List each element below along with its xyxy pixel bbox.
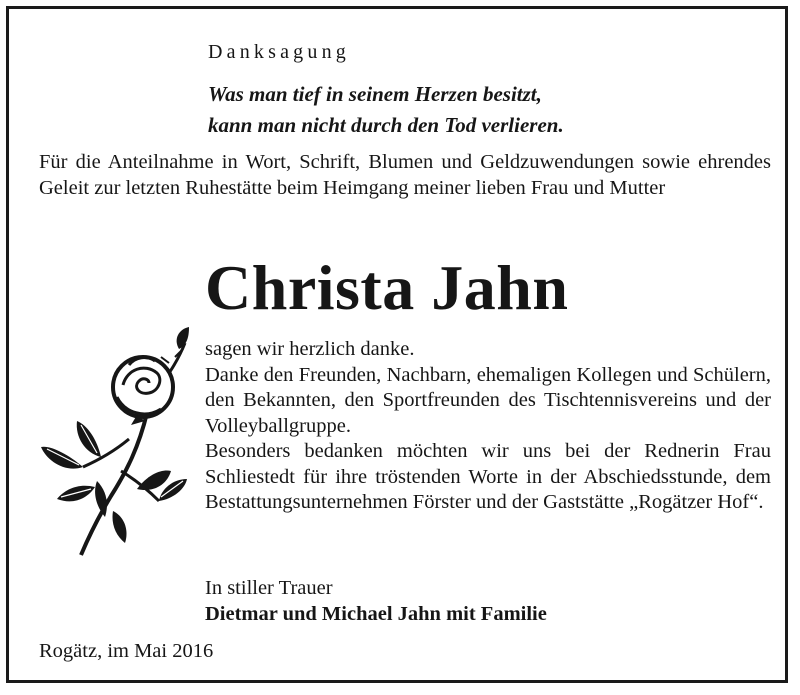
motto-line-1: Was man tief in seinem Herzen besitzt,: [208, 82, 542, 106]
closing-block: [205, 575, 547, 627]
thanks-friends: Danke den Freunden, Nachbarn, ehemaligen Kollegen und Schülern, den Bekannten, den Sportfreunden des Tischtennisvereins und der Volleyballgruppe.: [205, 363, 771, 437]
rose-icon: [39, 321, 189, 561]
notice-heading: Danksagung: [208, 41, 350, 63]
signers: Dietmar und Michael Jahn mit Familie: [205, 603, 547, 625]
thanks-line: sagen wir herzlich danke.: [205, 338, 415, 360]
motto-line-2: kann man nicht durch den Tod verlieren.: [208, 113, 564, 137]
thanks-special: Besonders bedanken möchten wir uns bei der Rednerin Frau Schliestedt für ihre tröstenden Worte in der Abschiedsstunde, dem Bestattungsunternehmen Förster und der Gaststätte „Rogätzer Hof“.: [205, 440, 771, 513]
place-date: Rogätz, im Mai 2016: [39, 640, 214, 662]
intro-text: Für die Anteilnahme in Wort, Schrift, Blumen und Geldzuwendungen sowie ehrendes Geleit zur letzten Ruhestätte beim Heimgang meiner lieben Frau und Mutter: [39, 151, 771, 199]
obituary-notice: [6, 6, 788, 683]
thanks-block: [205, 337, 771, 516]
deceased-name: Christa Jahn: [205, 252, 569, 323]
motto: [208, 79, 564, 141]
mourning-label: In stiller Trauer: [205, 577, 333, 599]
